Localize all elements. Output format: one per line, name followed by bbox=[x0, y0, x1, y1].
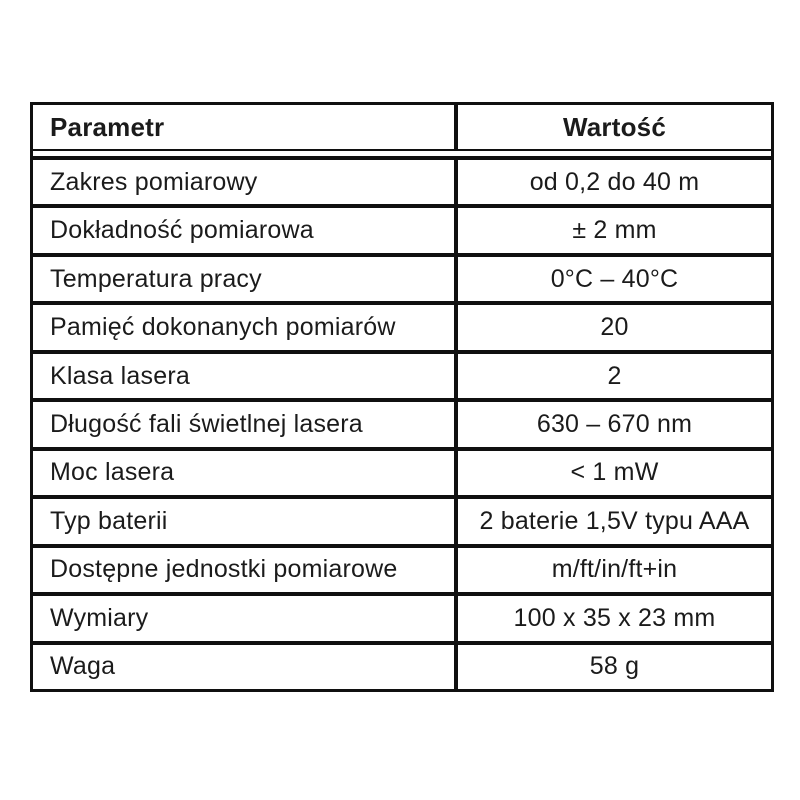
param-cell: Wymiary bbox=[33, 596, 458, 640]
value-cell: 58 g bbox=[589, 652, 640, 681]
param-cell: Pamięć dokonanych pomiarów bbox=[33, 305, 458, 349]
table-row bbox=[33, 204, 771, 252]
table-row bbox=[33, 253, 771, 301]
value-cell: ± 2 mm bbox=[572, 216, 657, 245]
value-cell: 100 x 35 x 23 mm bbox=[513, 603, 716, 632]
value-cell: m/ft/in/ft+in bbox=[551, 555, 678, 584]
table-row bbox=[33, 350, 771, 398]
param-cell: Typ baterii bbox=[33, 499, 458, 543]
table-row bbox=[33, 156, 771, 204]
column-header-parameter: Parametr bbox=[33, 105, 458, 149]
value-cell: 630 – 670 nm bbox=[536, 409, 693, 438]
param-cell: Dokładność pomiarowa bbox=[33, 208, 458, 252]
param-cell: Zakres pomiarowy bbox=[33, 160, 458, 204]
value-cell: 20 bbox=[600, 313, 629, 342]
table-row bbox=[33, 544, 771, 592]
value-cell: 2 bbox=[607, 361, 622, 390]
value-cell: < 1 mW bbox=[570, 458, 659, 487]
param-cell: Długość fali świetlnej lasera bbox=[33, 402, 458, 446]
specifications-table bbox=[30, 102, 774, 692]
table-row bbox=[33, 592, 771, 640]
value-cell: 2 baterie 1,5V typu AAA bbox=[479, 506, 750, 535]
table-row bbox=[33, 447, 771, 495]
table-header-row bbox=[33, 105, 771, 151]
param-cell: Moc lasera bbox=[33, 451, 458, 495]
param-cell: Klasa lasera bbox=[33, 354, 458, 398]
table-row bbox=[33, 495, 771, 543]
table-row bbox=[33, 398, 771, 446]
param-cell: Dostępne jednostki pomiarowe bbox=[33, 548, 458, 592]
column-header-value: Wartość bbox=[562, 111, 666, 142]
table-row bbox=[33, 301, 771, 349]
param-cell: Temperatura pracy bbox=[33, 257, 458, 301]
table-row bbox=[33, 641, 771, 689]
value-cell: od 0,2 do 40 m bbox=[529, 167, 700, 196]
value-cell: 0°C – 40°C bbox=[550, 264, 679, 293]
param-cell: Waga bbox=[33, 645, 458, 689]
